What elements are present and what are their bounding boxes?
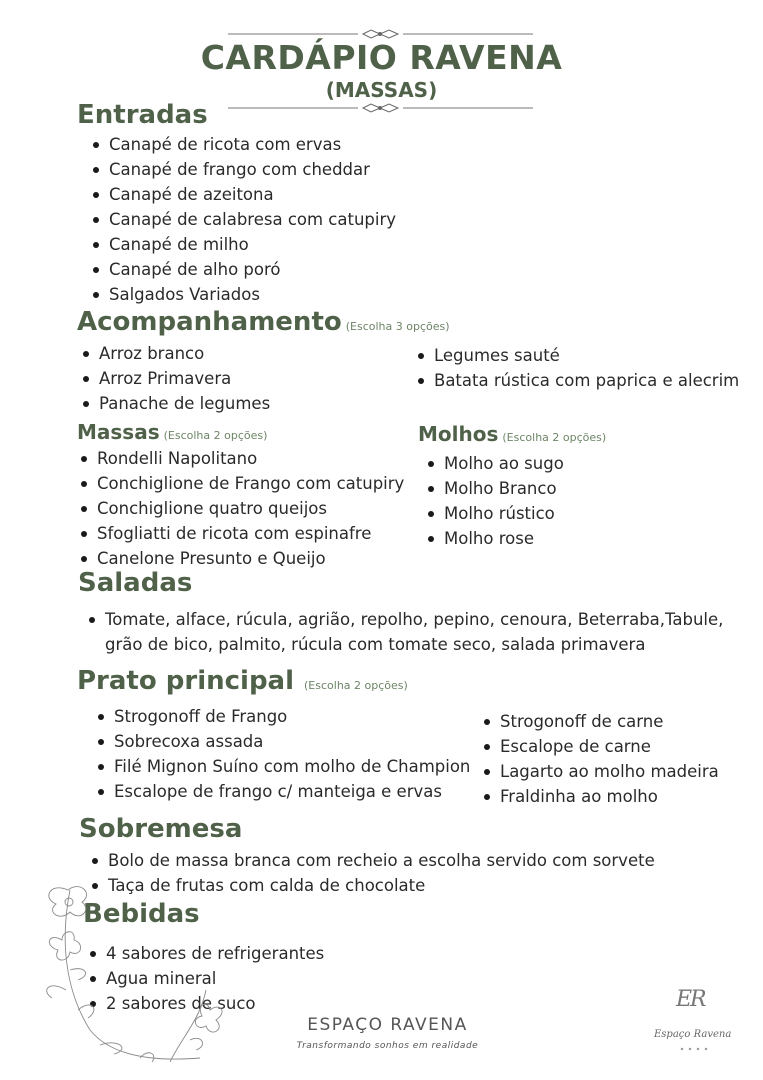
espaco-ravena-logo [648, 985, 743, 1055]
list-item: Filé Mignon Suíno com molho de Champion [94, 754, 470, 779]
entradas-list [89, 132, 396, 307]
floral-illustration-icon [30, 870, 240, 1070]
massas-title: Massas [77, 420, 160, 444]
footer-brand: ESPAÇO RAVENA [307, 1015, 468, 1035]
acompanhamento-right-list [414, 343, 739, 393]
list-item: Bolo de massa branca com recheio a escolha servido com sorvete [88, 848, 655, 873]
prato-principal-right-list [480, 709, 719, 809]
list-item: Escalope de carne [480, 734, 719, 759]
acompanhamento-left-list [79, 341, 270, 416]
list-item: Strogonoff de Frango [94, 704, 470, 729]
list-item: Arroz Primavera [79, 366, 270, 391]
page-subtitle: (MASSAS) [325, 78, 438, 102]
section-heading-saladas: Saladas [78, 568, 193, 598]
list-item: Sobrecoxa assada [94, 729, 470, 754]
list-item: Molho Branco [424, 476, 564, 501]
list-item: Arroz branco [79, 341, 270, 366]
list-item: Salgados Variados [89, 282, 396, 307]
section-heading-prato-principal [77, 666, 408, 696]
list-item: Canelone Presunto e Queijo [77, 546, 404, 571]
molhos-list [424, 451, 564, 551]
list-item: Conchiglione quatro queijos [77, 496, 404, 521]
prato-principal-title: Prato principal [77, 666, 295, 696]
saladas-item: Tomate, alface, rúcula, agrião, repolho, pepino, cenoura, Beterraba,Tabule, grão de bico, palmito, rúcula com tomate seco, salada primavera [87, 607, 757, 657]
list-item: Conchiglione de Frango com catupiry [77, 471, 404, 496]
massas-list [77, 446, 404, 571]
prato-principal-left-list [94, 704, 470, 804]
list-item: Canapé de frango com cheddar [89, 157, 396, 182]
logo-monogram: ER [676, 987, 705, 1012]
bottom-ornament-divider [228, 102, 533, 114]
list-item: Canapé de alho poró [89, 257, 396, 282]
list-item: Legumes sauté [414, 343, 739, 368]
list-item: Molho rose [424, 526, 564, 551]
acompanhamento-title: Acompanhamento [77, 307, 342, 337]
list-item: Lagarto ao molho madeira [480, 759, 719, 784]
list-item: Canapé de calabresa com catupiry [89, 207, 396, 232]
list-item: Strogonoff de carne [480, 709, 719, 734]
molhos-note: (Escolha 2 opções) [502, 431, 607, 444]
list-item: Sfogliatti de ricota com espinafre [77, 521, 404, 546]
section-heading-acompanhamento [77, 307, 450, 337]
list-item: Molho ao sugo [424, 451, 564, 476]
list-item: Agua mineral [86, 966, 324, 991]
page-title: CARDÁPIO RAVENA [200, 38, 563, 77]
section-heading-bebidas: Bebidas [83, 899, 200, 929]
molhos-title: Molhos [418, 422, 499, 446]
list-item: Molho rústico [424, 501, 564, 526]
list-item: Panache de legumes [79, 391, 270, 416]
logo-dots-icon [676, 1045, 716, 1053]
logo-script: Espaço Ravena [654, 1029, 732, 1040]
section-heading-sobremesa: Sobremesa [79, 814, 243, 844]
list-item: Fraldinha ao molho [480, 784, 719, 809]
list-item: Rondelli Napolitano [77, 446, 404, 471]
list-item: Canapé de azeitona [89, 182, 396, 207]
massas-note: (Escolha 2 opções) [163, 429, 268, 442]
footer-tagline: Transformando sonhos em realidade [296, 1041, 479, 1051]
list-item: Canapé de milho [89, 232, 396, 257]
list-item: 4 sabores de refrigerantes [86, 941, 324, 966]
list-item: Escalope de frango c/ manteiga e ervas [94, 779, 470, 804]
prato-principal-note: (Escolha 2 opções) [304, 679, 408, 692]
list-item: Canapé de ricota com ervas [89, 132, 396, 157]
section-heading-entradas: Entradas [77, 100, 208, 130]
section-heading-massas [77, 420, 267, 444]
list-item: 2 sabores de suco [86, 991, 324, 1016]
list-item: Batata rústica com paprica e alecrim [414, 368, 739, 393]
section-heading-molhos [418, 422, 606, 446]
acompanhamento-note: (Escolha 3 opções) [345, 320, 450, 333]
list-item: Taça de frutas com calda de chocolate [88, 873, 655, 898]
